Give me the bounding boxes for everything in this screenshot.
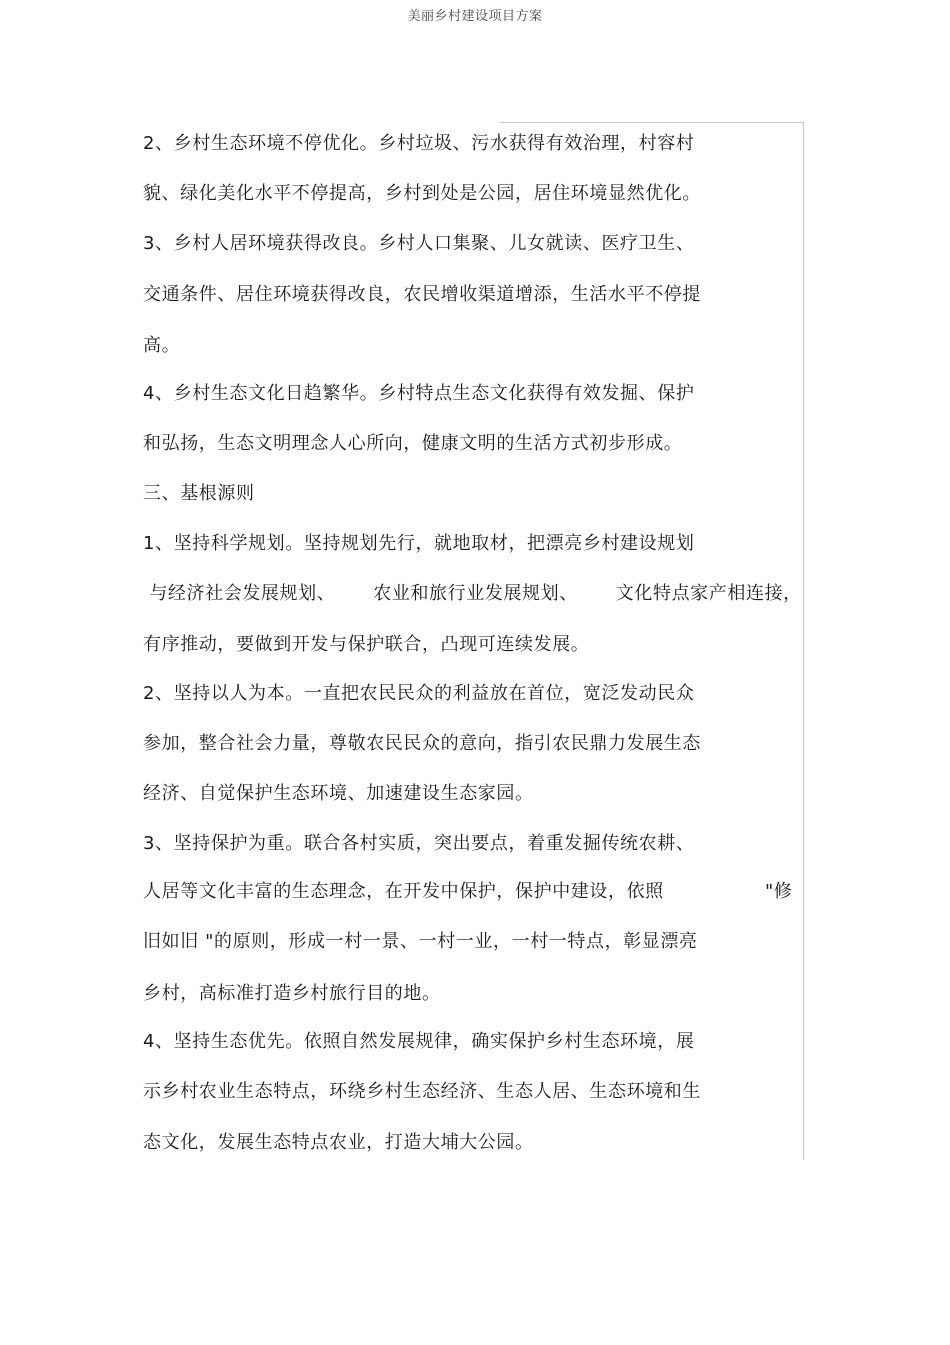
body-line: 和弘扬，生态文明理念人心所向，健康文明的生活方式初步形成。 bbox=[143, 433, 683, 454]
body-line: 1、坚持科学规划。坚持规划先行，就地取材，把漂亮乡村建设规划 bbox=[143, 533, 695, 554]
page-frame-right-border bbox=[803, 122, 804, 1160]
body-line: 貌、绿化美化水平不停提高，乡村到处是公园，居住环境显然优化。 bbox=[143, 183, 701, 204]
body-line: 经济、自觉保护生态环境、加速建设生态家园。 bbox=[143, 783, 534, 804]
body-line: 乡村，高标准打造乡村旅行目的地。 bbox=[143, 983, 441, 1004]
body-line: 有序推动，要做到开发与保护联合，凸现可连续发展。 bbox=[143, 634, 590, 655]
body-line: 高。 bbox=[143, 335, 181, 356]
body-line: 2、乡村生态环境不停优化。乡村垃圾、污水获得有效治理，村容村 bbox=[143, 133, 695, 154]
page-frame-top-border bbox=[500, 122, 804, 123]
body-line: 4、乡村生态文化日趋繁华。乡村特点生态文化获得有效发掘、保护 bbox=[143, 383, 695, 404]
body-line: 人居等文化丰富的生态理念，在开发中保护，保护中建设，依照 "修 bbox=[143, 881, 793, 902]
body-line: 2、坚持以人为本。一直把农民民众的利益放在首位，宽泛发动民众 bbox=[143, 683, 695, 704]
section-heading: 三、基根源则 bbox=[143, 483, 255, 504]
body-line: 态文化，发展生态特点农业，打造大埔大公园。 bbox=[143, 1132, 534, 1153]
body-line: 3、坚持保护为重。联合各村实质，突出要点，着重发掘传统农耕、 bbox=[143, 833, 695, 854]
body-line: 示乡村农业生态特点，环绕乡村生态经济、生态人居、生态环境和生 bbox=[143, 1081, 701, 1102]
running-header: 美丽乡村建设项目方案 bbox=[407, 9, 543, 24]
body-line: 与经济社会发展规划、 农业和旅行业发展规划、 文化特点家产相连接， bbox=[143, 583, 802, 604]
body-line: 4、坚持生态优先。依照自然发展规律，确实保护乡村生态环境，展 bbox=[143, 1031, 695, 1052]
body-line: 旧如旧 "的原则，形成一村一景、一村一业，一村一特点，彰显漂亮 bbox=[143, 931, 698, 952]
body-line: 参加，整合社会力量，尊敬农民民众的意向，指引农民鼎力发展生态 bbox=[143, 733, 701, 754]
body-line: 3、乡村人居环境获得改良。乡村人口集聚、儿女就读、医疗卫生、 bbox=[143, 233, 695, 254]
body-line: 交通条件、居住环境获得改良，农民增收渠道增添，生活水平不停提 bbox=[143, 284, 701, 305]
